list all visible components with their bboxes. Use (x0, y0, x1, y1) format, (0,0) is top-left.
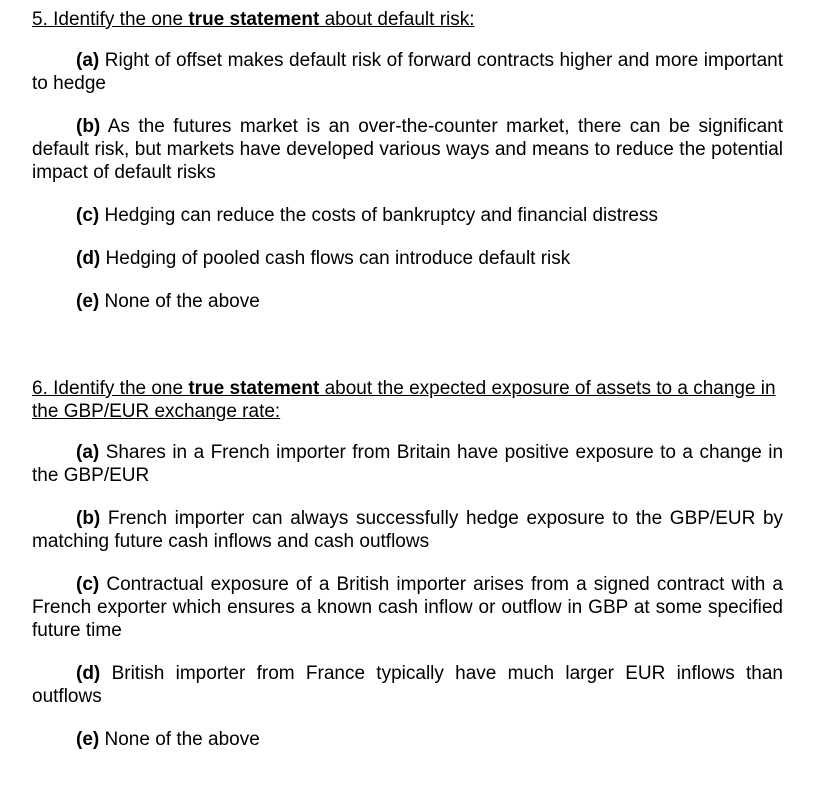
option-text: Shares in a French importer from Britain have positive exposure to a change in the GBP/EUR (32, 442, 784, 486)
title-text: about the expected exposure of assets to a change in the GBP/EUR exchange rate: (32, 378, 776, 422)
option-text: British importer from France typically have much larger EUR inflows than outflows (32, 663, 783, 707)
option-d (32, 662, 783, 708)
option-text: Hedging can reduce the costs of bankruptcy and financial distress (104, 205, 658, 226)
option-e (32, 290, 783, 313)
option-label: (a) (76, 50, 100, 71)
option-text: Contractual exposure of a British importer arises from a signed contract with a French exporter which ensures a known cash inflow or outflow in GBP at some specified future time (32, 574, 783, 641)
question-5 (32, 8, 783, 313)
option-a (32, 441, 783, 487)
option-text: None of the above (104, 291, 260, 312)
option-label: (d) (76, 248, 101, 269)
title-text: about default risk: (324, 9, 475, 30)
option-label: (c) (76, 205, 100, 226)
option-label: (a) (76, 442, 100, 463)
option-label: (e) (76, 729, 100, 750)
option-text: Right of offset makes default risk of forward contracts higher and more important to hedge (32, 50, 783, 94)
option-label: (c) (76, 574, 100, 595)
document-page (32, 8, 783, 771)
option-e (32, 728, 783, 751)
question-separator (32, 333, 783, 377)
option-b (32, 115, 783, 184)
option-text: As the futures market is an over-the-counter market, there can be significant default risk, but markets have developed various ways and means to reduce the potential impact of default risks (32, 116, 783, 183)
title-text: Identify the one (53, 9, 184, 30)
question-6 (32, 377, 783, 751)
title-emphasis: true statement (188, 9, 320, 30)
option-d (32, 247, 783, 270)
question-number: 5. (32, 9, 48, 30)
option-a (32, 49, 783, 95)
option-c (32, 573, 783, 642)
option-text: None of the above (104, 729, 260, 750)
option-b (32, 507, 783, 553)
question-title (32, 8, 783, 31)
question-number: 6. (32, 378, 48, 399)
option-label: (b) (76, 116, 101, 137)
option-text: French importer can always successfully hedge exposure to the GBP/EUR by matching future cash inflows and cash outflows (32, 508, 784, 552)
option-label: (d) (76, 663, 101, 684)
option-text: Hedging of pooled cash flows can introduce default risk (105, 248, 571, 269)
question-title (32, 377, 783, 423)
title-emphasis: true statement (188, 378, 320, 399)
option-label: (b) (76, 508, 101, 529)
title-text: Identify the one (53, 378, 184, 399)
option-label: (e) (76, 291, 100, 312)
option-c (32, 204, 783, 227)
